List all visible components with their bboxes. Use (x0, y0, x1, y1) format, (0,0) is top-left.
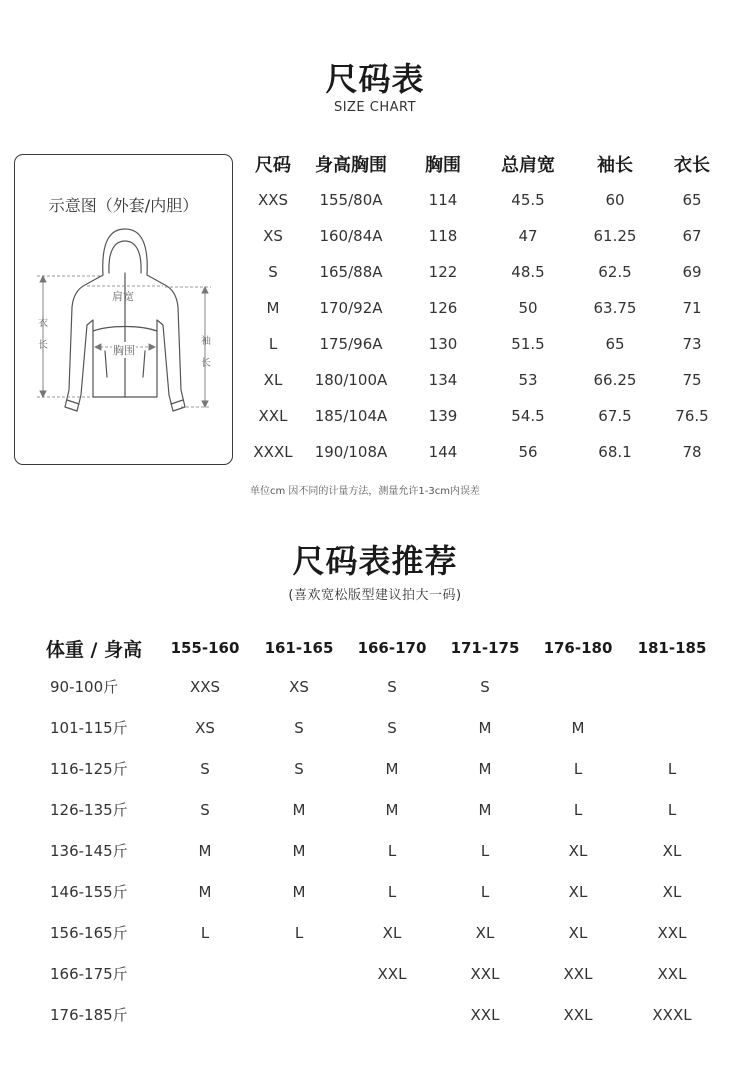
table-cell: L (573, 759, 583, 778)
recommend-subtitle: (喜欢宽松版型建议拍大一码) (288, 588, 462, 603)
table-cell: L (200, 923, 210, 942)
table-cell: 73 (682, 335, 702, 353)
table-row (250, 362, 730, 398)
row-label-cell: XL (263, 371, 283, 389)
table-cell: 185/104A (314, 407, 388, 425)
size-table (250, 146, 730, 470)
table-cell: 78 (682, 443, 702, 461)
header-weight-height: 体重 / 身高 (45, 638, 143, 661)
table-cell: L (480, 841, 490, 860)
table-row (250, 218, 730, 254)
table-cell: 67.5 (598, 407, 632, 425)
table-cell: S (294, 718, 304, 737)
table-row (30, 748, 720, 789)
table-cell: 170/92A (319, 299, 383, 317)
table-row (250, 254, 730, 290)
table-cell: XL (568, 841, 588, 860)
table-cell: XL (568, 882, 588, 901)
table-cell (252, 994, 346, 1035)
table-cell: M (571, 718, 585, 737)
table-cell: 54.5 (511, 407, 545, 425)
table-cell (346, 994, 438, 1035)
diagram-caption: 示意图（外套/内胆） (48, 196, 199, 215)
table-cell: L (387, 882, 397, 901)
shoulder-label: 肩宽 (112, 290, 134, 303)
table-cell: S (480, 677, 490, 696)
table-cell: L (667, 759, 677, 778)
header-height-range: 181-185 (637, 639, 707, 657)
table-cell: L (387, 841, 397, 860)
table-cell: M (385, 759, 399, 778)
table-cell: 130 (428, 335, 458, 353)
table-cell: M (292, 800, 306, 819)
row-label-cell: 126-135斤 (50, 801, 128, 819)
table-row (30, 666, 720, 707)
table-row (30, 789, 720, 830)
table-row (250, 290, 730, 326)
table-cell: M (478, 800, 492, 819)
header-height-range: 176-180 (543, 639, 613, 657)
size-chart-title: 尺码表 (325, 60, 425, 98)
table-row (250, 434, 730, 470)
table-cell: S (200, 759, 210, 778)
table-cell: XXL (563, 1005, 593, 1024)
table-cell: 66.25 (593, 371, 637, 389)
row-label-cell: XS (263, 227, 283, 245)
table-cell: 68.1 (598, 443, 632, 461)
table-cell: 50 (518, 299, 538, 317)
length-label: 衣长 (38, 318, 48, 351)
header-shoulder: 总肩宽 (501, 155, 555, 176)
size-chart-subtitle: SIZE CHART (333, 100, 417, 115)
table-cell (252, 953, 346, 994)
table-cell: 45.5 (511, 191, 545, 209)
table-cell (158, 994, 252, 1035)
table-cell: 165/88A (319, 263, 383, 281)
table-cell: XXL (657, 923, 687, 942)
header-sleeve: 袖长 (597, 155, 633, 176)
table-cell: 48.5 (511, 263, 545, 281)
row-label-cell: 146-155斤 (50, 883, 128, 901)
table-cell: 139 (428, 407, 458, 425)
table-cell: M (198, 882, 212, 901)
chest-label: 胸围 (113, 344, 135, 357)
table-cell: 65 (605, 335, 625, 353)
table-cell: 76.5 (675, 407, 709, 425)
table-cell: XL (662, 882, 682, 901)
table-header-row (250, 146, 730, 182)
header-chest: 胸围 (425, 155, 461, 176)
table-cell (532, 666, 624, 707)
jacket-outline-icon (15, 155, 234, 466)
row-label-cell: S (268, 263, 278, 281)
table-cell: XS (195, 718, 215, 737)
table-cell: 75 (682, 371, 702, 389)
table-cell: M (385, 800, 399, 819)
recommend-title: 尺码表推荐 (292, 542, 458, 580)
row-label-cell: L (268, 335, 278, 353)
table-row (30, 830, 720, 871)
table-cell (158, 953, 252, 994)
header-height-range: 166-170 (357, 639, 427, 657)
header-height-range: 155-160 (170, 639, 240, 657)
table-cell: 160/84A (319, 227, 383, 245)
row-label-cell: 166-175斤 (50, 965, 128, 983)
table-cell: 60 (605, 191, 625, 209)
table-cell: XXL (470, 964, 500, 983)
table-cell: XL (475, 923, 495, 942)
table-cell: 63.75 (593, 299, 637, 317)
table-cell: XXL (470, 1005, 500, 1024)
measurement-note: 单位cm 因不同的计量方法，测量允许1-3cm内误差 (250, 486, 480, 497)
table-cell: 61.25 (593, 227, 637, 245)
table-cell: L (667, 800, 677, 819)
row-label-cell: 136-145斤 (50, 842, 128, 860)
table-row (250, 182, 730, 218)
table-cell: S (200, 800, 210, 819)
table-cell: S (387, 718, 397, 737)
table-row (250, 398, 730, 434)
table-cell: 155/80A (319, 191, 383, 209)
table-cell: M (478, 718, 492, 737)
table-cell: XL (568, 923, 588, 942)
table-cell: 122 (428, 263, 458, 281)
table-cell: L (573, 800, 583, 819)
table-cell: L (294, 923, 304, 942)
table-cell: XXS (189, 677, 221, 696)
table-row (250, 326, 730, 362)
row-label-cell: M (266, 299, 280, 317)
table-cell: M (198, 841, 212, 860)
header-length: 衣长 (674, 155, 710, 176)
table-cell: 118 (428, 227, 458, 245)
row-label-cell: XXXL (253, 443, 293, 461)
table-cell: 175/96A (319, 335, 383, 353)
recommend-table (30, 630, 720, 1035)
row-label-cell: 116-125斤 (50, 760, 128, 778)
table-cell: 62.5 (598, 263, 632, 281)
table-row (30, 871, 720, 912)
table-row (30, 707, 720, 748)
table-cell: 53 (518, 371, 538, 389)
table-cell: S (294, 759, 304, 778)
row-label-cell: 101-115斤 (50, 719, 128, 737)
table-cell: M (292, 882, 306, 901)
header-height-range: 161-165 (264, 639, 334, 657)
table-row (30, 912, 720, 953)
table-cell: 67 (682, 227, 702, 245)
table-cell: XL (382, 923, 402, 942)
table-cell: 51.5 (511, 335, 545, 353)
sleeve-label: 袖长 (201, 336, 211, 369)
table-row (30, 994, 720, 1035)
table-cell: M (478, 759, 492, 778)
row-label-cell: 90-100斤 (50, 678, 119, 696)
table-cell: XS (289, 677, 309, 696)
table-cell: XXL (377, 964, 407, 983)
table-cell: S (387, 677, 397, 696)
row-label-cell: 176-185斤 (50, 1006, 128, 1024)
table-cell: L (480, 882, 490, 901)
table-cell: 114 (428, 191, 458, 209)
table-header-row (30, 630, 720, 666)
table-cell: 144 (428, 443, 458, 461)
table-cell (624, 666, 720, 707)
table-cell: 56 (518, 443, 538, 461)
table-cell: 71 (682, 299, 702, 317)
table-cell: 126 (428, 299, 458, 317)
row-label-cell: XXL (258, 407, 288, 425)
table-cell (624, 707, 720, 748)
header-height-chest: 身高胸围 (315, 155, 387, 176)
header-size: 尺码 (255, 155, 291, 176)
table-cell: XXL (563, 964, 593, 983)
table-cell: XXXL (652, 1005, 692, 1024)
table-cell: 69 (682, 263, 702, 281)
table-cell: 65 (682, 191, 702, 209)
table-cell: 47 (518, 227, 538, 245)
table-cell: 134 (428, 371, 458, 389)
row-label-cell: XXS (257, 191, 289, 209)
row-label-cell: 156-165斤 (50, 924, 128, 942)
table-cell: XL (662, 841, 682, 860)
table-cell: 190/108A (314, 443, 388, 461)
measurement-diagram (14, 154, 233, 465)
header-height-range: 171-175 (450, 639, 520, 657)
table-cell: 180/100A (314, 371, 388, 389)
table-cell: XXL (657, 964, 687, 983)
table-cell: M (292, 841, 306, 860)
table-row (30, 953, 720, 994)
